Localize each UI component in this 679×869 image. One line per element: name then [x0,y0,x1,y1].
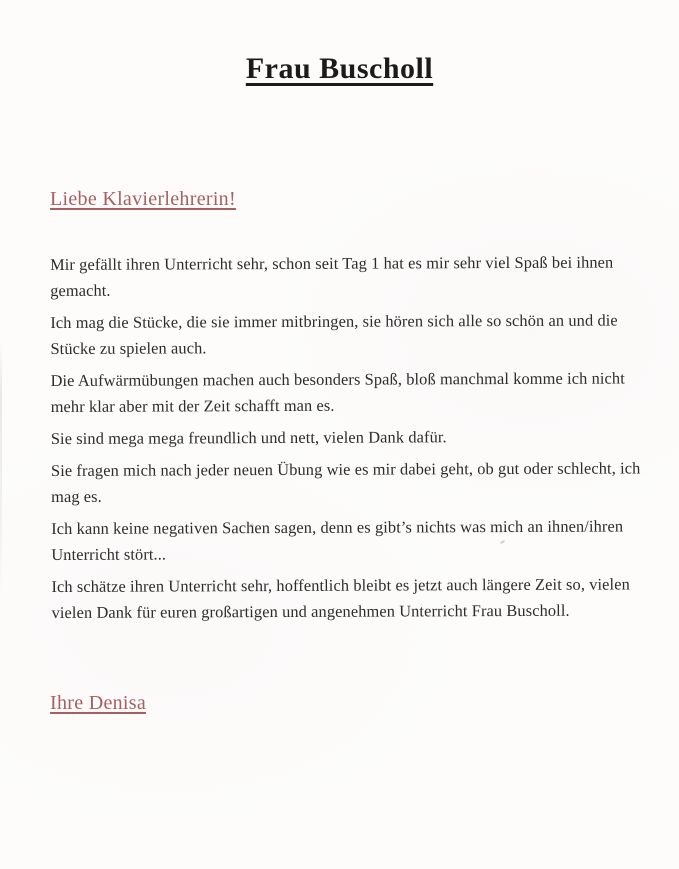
letter-paragraph: Sie fragen mich nach jeder neuen Übung wie es mir dabei geht, ob gut oder schlecht, ich mag es. [50,458,641,506]
scan-edge-artifact [0,340,2,600]
letter-paragraph: Ich schätze ihren Unterricht sehr, hoffentlich bleibt es jetzt auch längere Zeit so, vielen vielen Dank für euren großartigen und angenehmen Unterricht Frau Buscholl. [51,574,630,622]
letter-paragraph: Die Aufwärmübungen machen auch besonders Spaß, bloß manchmal komme ich nicht mehr klar aber mit der Zeit schafft man es. [50,368,625,416]
letter-paragraph: Ich mag die Stücke, die sie immer mitbringen, sie hören sich alle so schön an und die Stücke zu spielen auch. [50,310,618,358]
letter-title: Frau Buscholl [245,52,434,85]
letter-body [50,249,642,632]
letter-salutation: Liebe Klavierlehrerin! [50,188,236,210]
letter-paragraph: Ich kann keine negativen Sachen sagen, denn es gibt’s nichts was mich an ihnen/ihren Unterricht stört... [51,516,624,564]
letter-closing: Ihre Denisa [50,692,147,714]
letter-paragraph: Mir gefällt ihren Unterricht sehr, schon seit Tag 1 hat es mir sehr viel Spaß bei ihnen gemacht. [50,252,614,300]
letter-paragraph: Sie sind mega mega freundlich und nett, vielen Dank dafür. [50,427,447,448]
